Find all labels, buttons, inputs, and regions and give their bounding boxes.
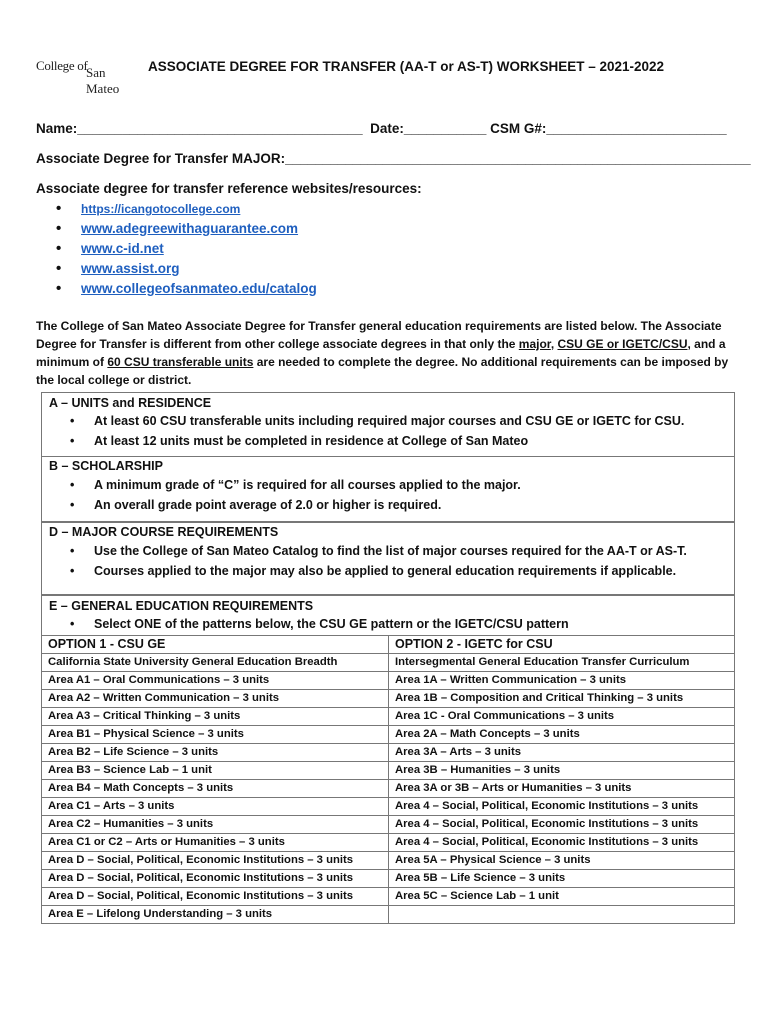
list-item xyxy=(36,200,317,220)
intro-text-2: , and a minimum of xyxy=(36,337,726,369)
page-title: ASSOCIATE DEGREE FOR TRANSFER (AA-T or AS-T) WORKSHEET – 2021-2022 xyxy=(148,59,665,74)
section-a-item xyxy=(72,434,528,448)
college-logo xyxy=(36,58,126,96)
table-row xyxy=(42,708,735,726)
igetc-area-cell: Area 1C - Oral Communications – 3 units xyxy=(389,708,735,726)
igetc-area-cell: Area 3A or 3B – Arts or Humanities – 3 units xyxy=(389,780,735,798)
list-item xyxy=(36,220,317,240)
csu-ge-area-cell: Area A3 – Critical Thinking – 3 units xyxy=(42,708,389,726)
igetc-area-cell: Area 2A – Math Concepts – 3 units xyxy=(389,726,735,744)
section-b-item-text: A minimum grade of “C” is required for all courses applied to the major. xyxy=(94,478,521,492)
igetc-area-cell: Area 1B – Composition and Critical Thinking – 3 units xyxy=(389,690,735,708)
section-e-item-text: Select ONE of the patterns below, the CSU GE pattern or the IGETC/CSU pattern xyxy=(94,617,569,631)
csu-ge-area-cell: Area A2 – Written Communication – 3 units xyxy=(42,690,389,708)
intro-comma: , xyxy=(550,337,558,351)
csu-ge-area-cell: Area D – Social, Political, Economic Institutions – 3 units xyxy=(42,888,389,906)
igetc-area-cell: Area 5B – Life Science – 3 units xyxy=(389,870,735,888)
section-a-item-text: At least 12 units must be completed in residence at College of San Mateo xyxy=(94,434,529,448)
link-assist[interactable]: www.assist.org xyxy=(81,261,180,276)
csu-ge-area-cell: Area A1 – Oral Communications – 3 units xyxy=(42,672,389,690)
section-b-item xyxy=(72,498,441,512)
intro-text-3: are needed to complete the degree. No additional requirements can be imposed by the local college or district. xyxy=(36,355,729,387)
link-csm-catalog[interactable]: www.collegeofsanmateo.edu/catalog xyxy=(81,281,317,296)
igetc-area-cell: Area 5A – Physical Science – 3 units xyxy=(389,852,735,870)
table-row xyxy=(42,672,735,690)
csu-ge-area-cell: Area E – Lifelong Understanding – 3 units xyxy=(42,906,389,924)
intro-units: 60 CSU transferable units xyxy=(107,355,254,369)
link-adegreewithaguarantee[interactable]: www.adegreewithaguarantee.com xyxy=(81,221,299,236)
major-line[interactable]: Associate Degree for Transfer MAJOR:______________________________________________________________ xyxy=(36,151,751,166)
resources-heading: Associate degree for transfer reference websites/resources: xyxy=(36,181,422,196)
igetc-area-cell: Area 3A – Arts – 3 units xyxy=(389,744,735,762)
csu-ge-area-cell: Area D – Social, Political, Economic Institutions – 3 units xyxy=(42,870,389,888)
table-row xyxy=(42,834,735,852)
link-icangotocollege[interactable]: https://icangotocollege.com xyxy=(81,202,241,216)
table-row xyxy=(42,888,735,906)
list-item xyxy=(36,280,317,300)
ge-options-table xyxy=(41,635,735,924)
section-a-item xyxy=(72,414,684,428)
igetc-area-cell: Area 4 – Social, Political, Economic Institutions – 3 units xyxy=(389,834,735,852)
csu-ge-area-cell: Area B3 – Science Lab – 1 unit xyxy=(42,762,389,780)
table-row xyxy=(42,636,735,654)
igetc-area-cell: Area 4 – Social, Political, Economic Institutions – 3 units xyxy=(389,816,735,834)
logo-text-san-mateo: San Mateo xyxy=(86,65,120,96)
table-row xyxy=(42,726,735,744)
table-row xyxy=(42,816,735,834)
csu-ge-area-cell: Area D – Social, Political, Economic Institutions – 3 units xyxy=(42,852,389,870)
section-e-item xyxy=(72,617,569,631)
section-d-item xyxy=(72,564,676,578)
section-b-item-text: An overall grade point average of 2.0 or higher is required. xyxy=(94,498,442,512)
igetc-area-cell: Area 4 – Social, Political, Economic Institutions – 3 units xyxy=(389,798,735,816)
table-row xyxy=(42,852,735,870)
section-d-item xyxy=(72,544,687,558)
section-e-box xyxy=(41,595,735,636)
csu-ge-area-cell: Area B1 – Physical Science – 3 units xyxy=(42,726,389,744)
igetc-area-cell: Area 3B – Humanities – 3 units xyxy=(389,762,735,780)
table-row xyxy=(42,906,735,924)
csu-ge-area-cell: Area C1 or C2 – Arts or Humanities – 3 units xyxy=(42,834,389,852)
table-row xyxy=(42,654,735,672)
section-a-box xyxy=(41,392,735,457)
link-c-id[interactable]: www.c-id.net xyxy=(81,241,164,256)
resource-links-list xyxy=(36,200,317,300)
table-row xyxy=(42,780,735,798)
section-d-item-text: Use the College of San Mateo Catalog to find the list of major courses required for the AA-T or AS-T. xyxy=(94,544,687,558)
option1-title: OPTION 1 - CSU GE xyxy=(42,636,389,654)
option2-title: OPTION 2 - IGETC for CSU xyxy=(389,636,735,654)
section-b-item xyxy=(72,478,521,492)
intro-ge: CSU GE or IGETC/CSU xyxy=(557,337,688,351)
section-d-heading: D – MAJOR COURSE REQUIREMENTS xyxy=(49,525,279,539)
igetc-area-cell xyxy=(389,906,735,924)
section-b-box xyxy=(41,457,735,522)
table-row xyxy=(42,870,735,888)
igetc-area-cell: Area 1A – Written Communication – 3 units xyxy=(389,672,735,690)
section-a-heading: A – UNITS and RESIDENCE xyxy=(49,396,212,410)
csu-ge-area-cell: Area C1 – Arts – 3 units xyxy=(42,798,389,816)
intro-major: major xyxy=(518,337,551,351)
table-row xyxy=(42,690,735,708)
section-e-heading: E – GENERAL EDUCATION REQUIREMENTS xyxy=(49,599,314,613)
igetc-area-cell: Area 5C – Science Lab – 1 unit xyxy=(389,888,735,906)
section-b-heading: B – SCHOLARSHIP xyxy=(49,459,163,473)
table-row xyxy=(42,744,735,762)
table-row xyxy=(42,798,735,816)
intro-paragraph xyxy=(36,317,736,389)
logo-text-college: College of xyxy=(36,58,88,73)
list-item xyxy=(36,260,317,280)
table-row xyxy=(42,762,735,780)
section-d-box xyxy=(41,522,735,595)
csu-ge-area-cell: Area B2 – Life Science – 3 units xyxy=(42,744,389,762)
csu-ge-area-cell: Area B4 – Math Concepts – 3 units xyxy=(42,780,389,798)
option2-subtitle: Intersegmental General Education Transfer Curriculum xyxy=(389,654,735,672)
option1-subtitle: California State University General Education Breadth xyxy=(42,654,389,672)
name-date-id-line[interactable]: Name:______________________________________ Date:___________ CSM G#:________________________ xyxy=(36,121,727,136)
intro-text-1: The College of San Mateo Associate Degree for Transfer general education requirements are listed below. The Associate Degree for Transfer is different from other college associate degrees in that only the xyxy=(36,319,722,351)
section-a-item-text: At least 60 CSU transferable units including required major courses and CSU GE or IGETC for CSU. xyxy=(94,414,685,428)
csu-ge-area-cell: Area C2 – Humanities – 3 units xyxy=(42,816,389,834)
section-d-item-text: Courses applied to the major may also be applied to general education requirements if applicable. xyxy=(94,564,677,578)
list-item xyxy=(36,240,317,260)
